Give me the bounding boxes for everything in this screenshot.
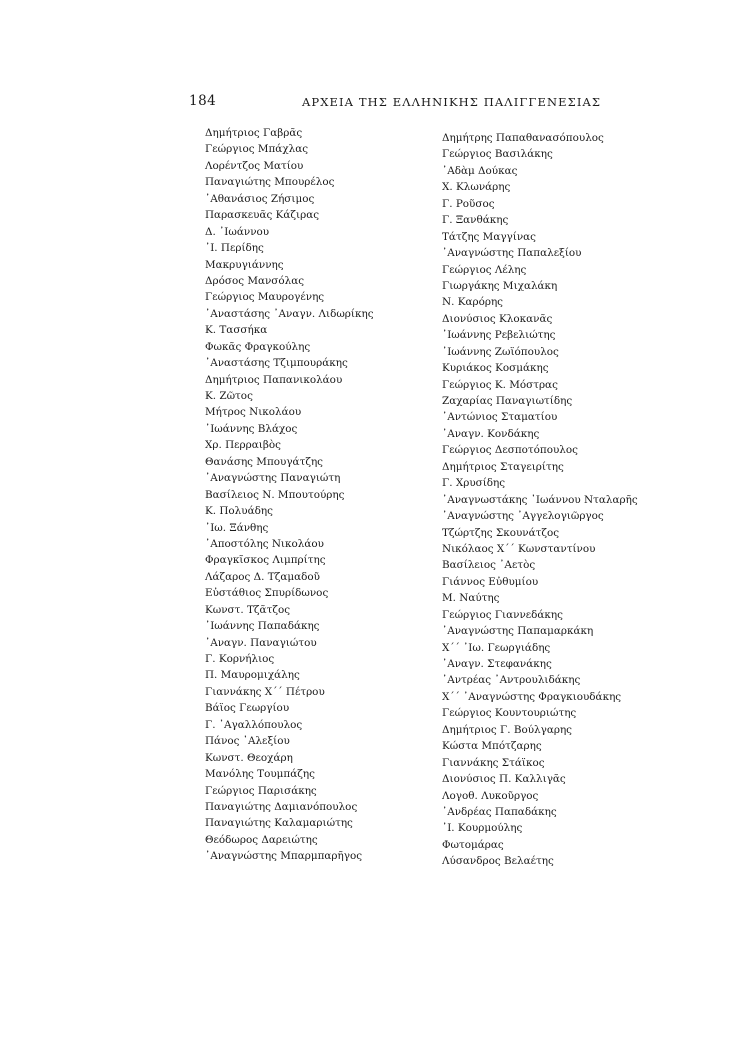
name-entry: ᾿Ιωάννης Παπαδάκης bbox=[205, 620, 320, 633]
names-column-right bbox=[442, 130, 638, 870]
name-entry: Βάϊος Γεωργίου bbox=[205, 702, 290, 715]
name-entry: Δρόσος Μανσόλας bbox=[205, 274, 305, 287]
name-entry: ᾿Αντρέας ᾿Αντρουλιδάκης bbox=[442, 674, 581, 687]
name-entry: Παρασκευᾶς Κάζιρας bbox=[205, 209, 320, 222]
name-entry: Πάνος ᾿Αλεξίου bbox=[205, 735, 290, 748]
name-entry: Δημήτριος Γαβρᾶς bbox=[205, 127, 303, 139]
name-entry: Μήτρος Νικολάου bbox=[205, 406, 302, 419]
name-entry: Γεώργιος Μαυρογένης bbox=[205, 291, 325, 304]
name-entry: Γεώργιος Μπάχλας bbox=[205, 143, 309, 156]
running-header: ΑΡΧΕΙΑ ΤΗΣ ΕΛΛΗΝΙΚΗΣ ΠΑΛΙΓΓΕΝΕΣΙΑΣ bbox=[302, 95, 602, 109]
name-entry: ᾿Ιωάννης Βλάχος bbox=[205, 422, 298, 435]
name-entry: Λορέντζος Ματίου bbox=[205, 159, 304, 172]
name-entry: Γεώργιος Βασιλάκης bbox=[442, 148, 553, 161]
name-entry: Γ. Ροῦσος bbox=[442, 197, 495, 210]
name-entry: Νικόλαος Χ΄΄ Κωνσταντίνου bbox=[442, 542, 596, 555]
name-entry: Κώστα Μπότζαρης bbox=[442, 740, 542, 753]
name-entry: ᾿Αναγνώστης Παπαμαρκάκη bbox=[442, 625, 594, 638]
name-entry: Ν. Καρόρης bbox=[442, 296, 503, 309]
name-entry: Χ΄΄ ᾿Αναγνώστης Φραγκιουδάκης bbox=[442, 690, 622, 703]
name-entry: Γ. Κορνήλιος bbox=[205, 653, 275, 665]
name-entry: ᾿Ι. Περίδης bbox=[205, 242, 264, 255]
name-entry: ᾿Αναγνώστης ᾿Αγγελογιῶργος bbox=[442, 510, 604, 523]
name-entry: Φραγκῖσκος Λιμπρίτης bbox=[205, 554, 326, 567]
name-entry: ᾿Αθανάσιος Ζήσιμος bbox=[205, 192, 315, 205]
name-entry: ᾿Αναγνώστης Μπαρμπαρῆγος bbox=[205, 850, 363, 863]
name-entry: Διονύσιος Π. Καλλιγᾶς bbox=[442, 773, 566, 786]
name-entry: Γιαννάκης Χ΄΄ Πέτρου bbox=[205, 685, 325, 698]
name-entry: Γιαννάκης Στάϊκος bbox=[442, 756, 545, 769]
name-entry: Λογοθ. Λυκοῦργος bbox=[442, 789, 539, 802]
name-entry: ᾿Αποστόλης Νικολάου bbox=[205, 537, 324, 550]
name-entry: Δημήτρης Παπαθανασόπουλος bbox=[442, 132, 604, 144]
name-entry: ᾿Αναγνωστάκης ᾿Ιωάννου Νταλαρῆς bbox=[442, 493, 638, 506]
name-entry: Φωκᾶς Φραγκούλης bbox=[205, 340, 311, 353]
name-entry: ᾿Αντώνιος Σταματίου bbox=[442, 411, 558, 424]
name-entry: Χρ. Περραιβὸς bbox=[205, 439, 281, 452]
name-entry: Κωνστ. Τζᾶτζος bbox=[205, 603, 291, 616]
name-entry: Κωνστ. Θεοχάρη bbox=[205, 751, 293, 764]
name-entry: Μ. Ναύτης bbox=[442, 592, 500, 605]
name-entry: ᾿Αναστάσης ᾿Αναγν. Λιδωρίκης bbox=[205, 307, 374, 320]
name-entry: ᾿Ι. Κουρμούλης bbox=[442, 822, 523, 835]
name-entry: Θανάσης Μπουγάτζης bbox=[205, 455, 324, 468]
name-entry: Χ΄΄ ᾿Ιω. Γεωργιάδης bbox=[442, 641, 551, 654]
name-entry: Γεώργιος Κουντουριώτης bbox=[442, 707, 577, 720]
name-entry: Δημήτριος Σταγειρίτης bbox=[442, 460, 564, 473]
name-entry: Θεόδωρος Δαρειώτης bbox=[205, 833, 318, 846]
names-column-left bbox=[205, 125, 374, 865]
name-entry: Γ. Χρυσίδης bbox=[442, 477, 506, 490]
name-entry: Παναγιώτης Καλαμαριώτης bbox=[205, 817, 353, 830]
name-entry: Κ. Τασσήκα bbox=[205, 324, 268, 337]
name-entry: ᾿Αναγνώστης Παπαλεξίου bbox=[442, 247, 582, 260]
name-entry: Π. Μαυρομιχάλης bbox=[205, 669, 300, 682]
name-entry: Γεώργιος Κ. Μόστρας bbox=[442, 378, 558, 391]
name-entry: Κ. Ζῶτος bbox=[205, 390, 253, 402]
name-entry: Δημήτριος Παπανικολάου bbox=[205, 373, 343, 386]
name-entry: Γεώργιος Λέλης bbox=[442, 263, 527, 276]
name-entry: Λύσανδρος Βελαέτης bbox=[442, 855, 554, 868]
name-entry: Εὐστάθιος Σπυρίδωνος bbox=[205, 587, 329, 600]
name-entry: Χ. Κλωνάρης bbox=[442, 181, 511, 194]
name-entry: ᾿Αναγν. Παναγιώτου bbox=[205, 636, 317, 649]
name-entry: Γεώργιος Δεσποτόπουλος bbox=[442, 444, 578, 457]
name-entry: Γ. Ξανθάκης bbox=[442, 214, 509, 227]
name-entry: Βασίλειος Ν. Μπουτούρης bbox=[205, 488, 345, 501]
name-entry: Τζώρτζης Σκουνάτζος bbox=[442, 526, 560, 539]
name-entry: ᾿Αναγν. Κονδάκης bbox=[442, 427, 540, 440]
name-entry: Μακρυγιάννης bbox=[205, 258, 284, 271]
name-entry: ᾿Ανδρέας Παπαδάκης bbox=[442, 805, 557, 818]
name-entry: ᾿Ιωάννης Ρεβελιώτης bbox=[442, 329, 556, 342]
name-entry: Φωτομάρας bbox=[442, 838, 504, 851]
name-entry: Κυριάκος Κοσμάκης bbox=[442, 362, 549, 375]
name-entry: Τάτζης Μαγγίνας bbox=[442, 230, 536, 243]
name-entry: ᾿Ιωάννης Ζωϊόπουλος bbox=[442, 345, 559, 358]
name-entry: Μανόλης Τουμπάζης bbox=[205, 768, 315, 781]
name-entry: Δ. ᾿Ιωάννου bbox=[205, 225, 270, 238]
name-entry: ᾿Ιω. Ξάνθης bbox=[205, 521, 269, 534]
page-number: 184 bbox=[189, 93, 217, 109]
name-entry: ᾿Αναγνώστης Παναγιώτη bbox=[205, 472, 341, 485]
name-entry: Γ. ᾿Αγαλλόπουλος bbox=[205, 718, 303, 731]
name-entry: Διονύσιος Κλοκανᾶς bbox=[442, 312, 553, 325]
name-entry: ᾿Αναστάσης Τζιμπουράκης bbox=[205, 357, 348, 370]
name-entry: Δημήτριος Γ. Βούλγαρης bbox=[442, 723, 573, 736]
name-entry: Κ. Πολυάδης bbox=[205, 505, 273, 518]
name-entry: ᾿Αδὰμ Δούκας bbox=[442, 164, 518, 177]
name-entry: Γιάννος Εὐθυμίου bbox=[442, 575, 539, 588]
name-entry: ᾿Αναγν. Στεφανάκης bbox=[442, 658, 552, 670]
name-entry: Ζαχαρίας Παναγιωτίδης bbox=[442, 395, 573, 407]
name-entry: Γεώργιος Παρισάκης bbox=[205, 784, 317, 797]
name-entry: Παναγιώτης Μπουρέλος bbox=[205, 176, 335, 189]
name-entry: Γιωργάκης Μιχαλάκη bbox=[442, 279, 558, 292]
name-entry: Παναγιώτης Δαμιανόπουλος bbox=[205, 800, 358, 813]
name-entry: Γεώργιος Γιαννεδάκης bbox=[442, 608, 563, 621]
name-entry: Βασίλειος ᾿Αετὸς bbox=[442, 559, 536, 572]
name-entry: Λάζαρος Δ. Τζαμαδοῦ bbox=[205, 570, 320, 583]
